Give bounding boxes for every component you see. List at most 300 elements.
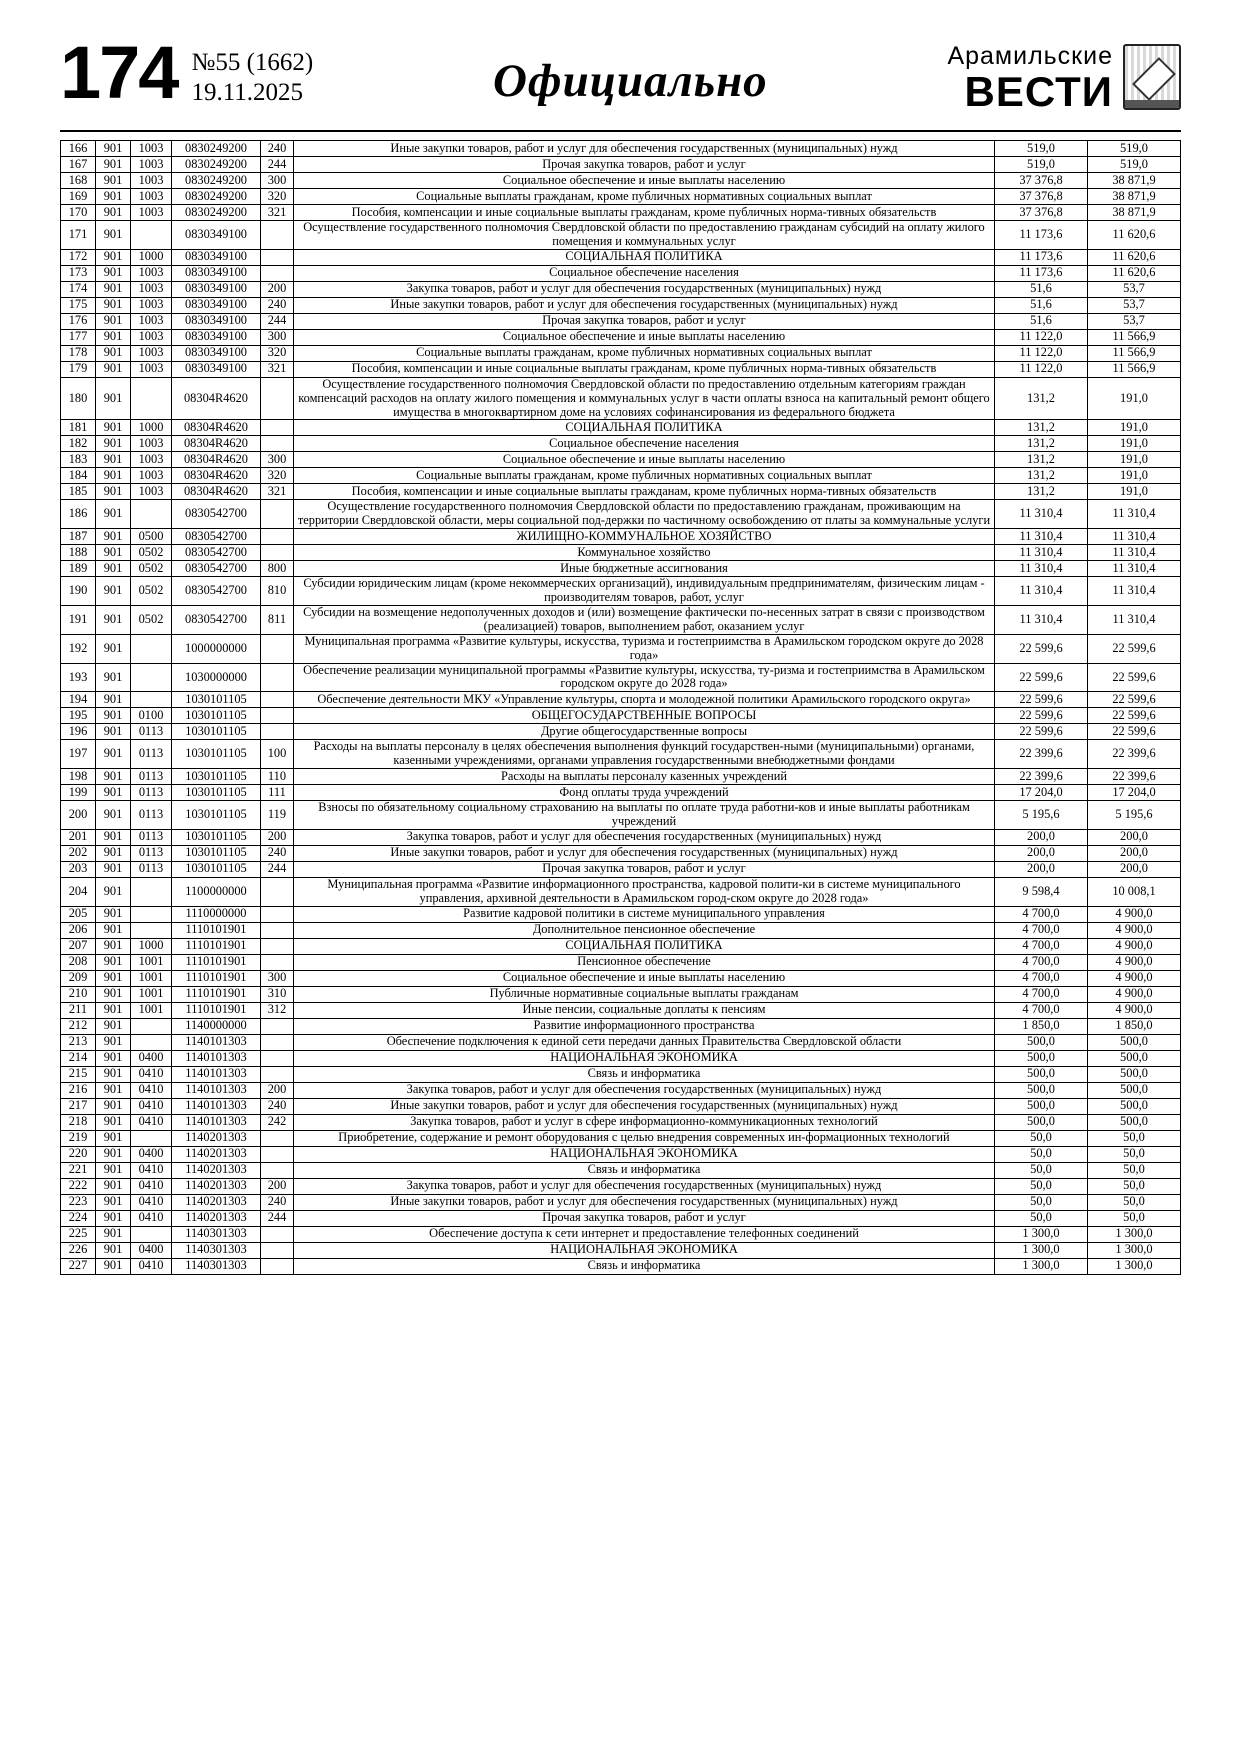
cell-name: Приобретение, содержание и ремонт оборудования с целью внедрения современных ин-формационных технологий xyxy=(294,1130,995,1146)
cell-vid-rashodov: 119 xyxy=(261,801,294,830)
table-row xyxy=(61,361,1181,377)
row-index: 214 xyxy=(61,1050,96,1066)
cell-vedomstvo: 901 xyxy=(96,265,131,281)
cell-vedomstvo: 901 xyxy=(96,173,131,189)
cell-name: Социальное обеспечение населения xyxy=(294,265,995,281)
table-row xyxy=(61,861,1181,877)
table-row xyxy=(61,436,1181,452)
cell-name: Пособия, компенсации и иные социальные выплаты гражданам, кроме публичных норма-тивных обязательств xyxy=(294,205,995,221)
cell-sum-2: 500,0 xyxy=(1088,1098,1181,1114)
cell-vid-rashodov xyxy=(261,938,294,954)
cell-sum-1: 22 599,6 xyxy=(995,663,1088,692)
row-index: 166 xyxy=(61,141,96,157)
row-index: 212 xyxy=(61,1018,96,1034)
cell-vedomstvo: 901 xyxy=(96,297,131,313)
cell-vedomstvo: 901 xyxy=(96,906,131,922)
cell-name: Субсидии юридическим лицам (кроме некоммерческих организаций), индивидуальным предпринимателям, физическим лицам - производителям товаров, работ, услуг xyxy=(294,577,995,606)
cell-sum-2: 11 310,4 xyxy=(1088,500,1181,529)
cell-razdel: 0410 xyxy=(131,1098,172,1114)
cell-sum-2: 200,0 xyxy=(1088,829,1181,845)
cell-vedomstvo: 901 xyxy=(96,724,131,740)
cell-sum-1: 9 598,4 xyxy=(995,877,1088,906)
cell-sum-1: 200,0 xyxy=(995,829,1088,845)
row-index: 185 xyxy=(61,484,96,500)
table-row xyxy=(61,484,1181,500)
cell-vid-rashodov xyxy=(261,1034,294,1050)
cell-razdel: 0113 xyxy=(131,769,172,785)
row-index: 178 xyxy=(61,345,96,361)
table-row xyxy=(61,173,1181,189)
cell-sum-1: 4 700,0 xyxy=(995,1002,1088,1018)
cell-name: Закупка товаров, работ и услуг для обеспечения государственных (муниципальных) нужд xyxy=(294,829,995,845)
cell-vedomstvo: 901 xyxy=(96,845,131,861)
row-index: 190 xyxy=(61,577,96,606)
cell-vid-rashodov: 200 xyxy=(261,829,294,845)
cell-vid-rashodov: 110 xyxy=(261,769,294,785)
table-row xyxy=(61,708,1181,724)
cell-razdel: 0113 xyxy=(131,829,172,845)
cell-razdel: 1001 xyxy=(131,970,172,986)
cell-vedomstvo: 901 xyxy=(96,970,131,986)
cell-vid-rashodov: 244 xyxy=(261,157,294,173)
cell-vid-rashodov xyxy=(261,692,294,708)
cell-celevaya-statya: 1030101105 xyxy=(172,861,261,877)
cell-sum-2: 500,0 xyxy=(1088,1050,1181,1066)
cell-sum-1: 1 300,0 xyxy=(995,1242,1088,1258)
cell-name: Социальное обеспечение и иные выплаты населению xyxy=(294,173,995,189)
cell-sum-2: 22 599,6 xyxy=(1088,724,1181,740)
coat-of-arms-icon xyxy=(1123,44,1181,110)
cell-sum-1: 519,0 xyxy=(995,141,1088,157)
cell-vid-rashodov: 320 xyxy=(261,468,294,484)
cell-celevaya-statya: 1140101303 xyxy=(172,1034,261,1050)
cell-sum-2: 500,0 xyxy=(1088,1034,1181,1050)
cell-sum-1: 4 700,0 xyxy=(995,906,1088,922)
row-index: 173 xyxy=(61,265,96,281)
cell-sum-1: 500,0 xyxy=(995,1098,1088,1114)
cell-vid-rashodov xyxy=(261,221,294,250)
row-index: 225 xyxy=(61,1226,96,1242)
cell-sum-1: 11 310,4 xyxy=(995,561,1088,577)
table-row xyxy=(61,1066,1181,1082)
cell-vedomstvo: 901 xyxy=(96,1034,131,1050)
cell-razdel: 1003 xyxy=(131,157,172,173)
cell-razdel: 0410 xyxy=(131,1210,172,1226)
cell-name: СОЦИАЛЬНАЯ ПОЛИТИКА xyxy=(294,938,995,954)
cell-vid-rashodov: 244 xyxy=(261,1210,294,1226)
row-index: 180 xyxy=(61,377,96,420)
cell-sum-1: 200,0 xyxy=(995,861,1088,877)
cell-celevaya-statya: 0830542700 xyxy=(172,606,261,635)
row-index: 189 xyxy=(61,561,96,577)
cell-sum-2: 50,0 xyxy=(1088,1194,1181,1210)
cell-vid-rashodov xyxy=(261,500,294,529)
cell-sum-2: 17 204,0 xyxy=(1088,785,1181,801)
cell-razdel: 0113 xyxy=(131,785,172,801)
masthead xyxy=(60,31,1181,124)
cell-name: НАЦИОНАЛЬНАЯ ЭКОНОМИКА xyxy=(294,1050,995,1066)
cell-razdel xyxy=(131,634,172,663)
cell-name: Социальное обеспечение населения xyxy=(294,436,995,452)
cell-name: Осуществление государственного полномочия Свердловской области по предоставлению отдельным категориям граждан компенсаций расходов на оплату жилого помещения и коммунальных услуг в части оплаты взноса на капитальный ремонт общего имущества в многоквартирном доме на условиях софинансирования из федерального бюджета xyxy=(294,377,995,420)
row-index: 182 xyxy=(61,436,96,452)
table-row xyxy=(61,606,1181,635)
cell-razdel: 1001 xyxy=(131,1002,172,1018)
cell-razdel xyxy=(131,1018,172,1034)
cell-name: Обеспечение доступа к сети интернет и предоставление телефонных соединений xyxy=(294,1226,995,1242)
cell-sum-2: 519,0 xyxy=(1088,141,1181,157)
cell-vedomstvo: 901 xyxy=(96,1130,131,1146)
table-row xyxy=(61,785,1181,801)
cell-name: Прочая закупка товаров, работ и услуг xyxy=(294,861,995,877)
cell-celevaya-statya: 1030101105 xyxy=(172,708,261,724)
cell-name: СОЦИАЛЬНАЯ ПОЛИТИКА xyxy=(294,249,995,265)
cell-sum-2: 4 900,0 xyxy=(1088,970,1181,986)
cell-vedomstvo: 901 xyxy=(96,436,131,452)
row-index: 191 xyxy=(61,606,96,635)
cell-vid-rashodov: 244 xyxy=(261,313,294,329)
cell-celevaya-statya: 0830349100 xyxy=(172,297,261,313)
cell-vedomstvo: 901 xyxy=(96,740,131,769)
cell-vedomstvo: 901 xyxy=(96,157,131,173)
cell-sum-1: 500,0 xyxy=(995,1114,1088,1130)
cell-sum-1: 1 850,0 xyxy=(995,1018,1088,1034)
cell-sum-2: 11 620,6 xyxy=(1088,221,1181,250)
cell-vid-rashodov: 320 xyxy=(261,345,294,361)
row-index: 176 xyxy=(61,313,96,329)
cell-razdel: 1001 xyxy=(131,986,172,1002)
cell-vedomstvo: 901 xyxy=(96,561,131,577)
cell-sum-2: 11 310,4 xyxy=(1088,577,1181,606)
cell-sum-2: 191,0 xyxy=(1088,420,1181,436)
cell-name: Закупка товаров, работ и услуг в сфере информационно-коммуникационных технологий xyxy=(294,1114,995,1130)
cell-vedomstvo: 901 xyxy=(96,1258,131,1274)
cell-razdel: 1003 xyxy=(131,452,172,468)
table-row xyxy=(61,740,1181,769)
cell-sum-1: 50,0 xyxy=(995,1210,1088,1226)
row-index: 199 xyxy=(61,785,96,801)
row-index: 205 xyxy=(61,906,96,922)
cell-sum-2: 50,0 xyxy=(1088,1178,1181,1194)
cell-sum-1: 11 310,4 xyxy=(995,500,1088,529)
cell-celevaya-statya: 0830349100 xyxy=(172,221,261,250)
cell-celevaya-statya: 1030101105 xyxy=(172,801,261,830)
cell-celevaya-statya: 0830349100 xyxy=(172,329,261,345)
cell-vid-rashodov: 321 xyxy=(261,205,294,221)
row-index: 193 xyxy=(61,663,96,692)
row-index: 227 xyxy=(61,1258,96,1274)
cell-razdel xyxy=(131,1226,172,1242)
cell-vedomstvo: 901 xyxy=(96,692,131,708)
cell-vid-rashodov xyxy=(261,377,294,420)
cell-sum-2: 500,0 xyxy=(1088,1066,1181,1082)
cell-name: Закупка товаров, работ и услуг для обеспечения государственных (муниципальных) нужд xyxy=(294,1082,995,1098)
cell-sum-1: 4 700,0 xyxy=(995,986,1088,1002)
cell-sum-2: 22 399,6 xyxy=(1088,740,1181,769)
budget-table xyxy=(60,140,1181,1275)
cell-name: Закупка товаров, работ и услуг для обеспечения государственных (муниципальных) нужд xyxy=(294,281,995,297)
cell-name: Осуществление государственного полномочия Свердловской области по предоставлению гражданам субсидий на оплату жилого помещения и коммунальных услуг xyxy=(294,221,995,250)
cell-name: Пособия, компенсации и иные социальные выплаты гражданам, кроме публичных норма-тивных обязательств xyxy=(294,361,995,377)
cell-celevaya-statya: 08304R4620 xyxy=(172,484,261,500)
cell-sum-1: 4 700,0 xyxy=(995,970,1088,986)
row-index: 174 xyxy=(61,281,96,297)
cell-name: Обеспечение реализации муниципальной программы «Развитие культуры, искусства, ту-ризма и гостеприимства в Арамильском городском округе до 2028 года» xyxy=(294,663,995,692)
cell-vid-rashodov xyxy=(261,922,294,938)
cell-vedomstvo: 901 xyxy=(96,1178,131,1194)
cell-celevaya-statya: 1030101105 xyxy=(172,692,261,708)
cell-celevaya-statya: 1000000000 xyxy=(172,634,261,663)
row-index: 201 xyxy=(61,829,96,845)
cell-vedomstvo: 901 xyxy=(96,545,131,561)
row-index: 192 xyxy=(61,634,96,663)
cell-razdel: 1000 xyxy=(131,249,172,265)
cell-name: Пособия, компенсации и иные социальные выплаты гражданам, кроме публичных норма-тивных обязательств xyxy=(294,484,995,500)
table-row xyxy=(61,801,1181,830)
table-row xyxy=(61,1194,1181,1210)
cell-sum-2: 11 620,6 xyxy=(1088,249,1181,265)
row-index: 218 xyxy=(61,1114,96,1130)
cell-sum-1: 131,2 xyxy=(995,468,1088,484)
row-index: 224 xyxy=(61,1210,96,1226)
table-row xyxy=(61,529,1181,545)
cell-celevaya-statya: 1110000000 xyxy=(172,906,261,922)
table-row xyxy=(61,986,1181,1002)
cell-vedomstvo: 901 xyxy=(96,1194,131,1210)
cell-sum-1: 22 599,6 xyxy=(995,634,1088,663)
cell-vedomstvo: 901 xyxy=(96,938,131,954)
cell-sum-2: 50,0 xyxy=(1088,1162,1181,1178)
cell-vid-rashodov: 300 xyxy=(261,173,294,189)
cell-vedomstvo: 901 xyxy=(96,877,131,906)
cell-vid-rashodov xyxy=(261,906,294,922)
cell-sum-1: 22 599,6 xyxy=(995,724,1088,740)
table-row xyxy=(61,205,1181,221)
budget-table-body xyxy=(61,141,1181,1275)
cell-razdel xyxy=(131,663,172,692)
cell-razdel xyxy=(131,1034,172,1050)
cell-name: НАЦИОНАЛЬНАЯ ЭКОНОМИКА xyxy=(294,1146,995,1162)
row-index: 181 xyxy=(61,420,96,436)
cell-vid-rashodov xyxy=(261,1258,294,1274)
table-row xyxy=(61,954,1181,970)
cell-vid-rashodov xyxy=(261,1242,294,1258)
cell-razdel: 1001 xyxy=(131,954,172,970)
table-row xyxy=(61,1034,1181,1050)
table-row xyxy=(61,420,1181,436)
cell-name: Развитие информационного пространства xyxy=(294,1018,995,1034)
row-index: 209 xyxy=(61,970,96,986)
cell-name: Социальное обеспечение и иные выплаты населению xyxy=(294,970,995,986)
cell-name: Социальные выплаты гражданам, кроме публичных нормативных социальных выплат xyxy=(294,468,995,484)
cell-sum-2: 10 008,1 xyxy=(1088,877,1181,906)
cell-vid-rashodov: 111 xyxy=(261,785,294,801)
issue-date: 19.11.2025 xyxy=(191,79,304,106)
table-row xyxy=(61,1146,1181,1162)
cell-celevaya-statya: 1110101901 xyxy=(172,986,261,1002)
cell-razdel xyxy=(131,692,172,708)
cell-celevaya-statya: 08304R4620 xyxy=(172,468,261,484)
cell-vedomstvo: 901 xyxy=(96,313,131,329)
cell-razdel xyxy=(131,1130,172,1146)
cell-vid-rashodov: 300 xyxy=(261,452,294,468)
cell-celevaya-statya: 0830349100 xyxy=(172,281,261,297)
cell-vid-rashodov: 811 xyxy=(261,606,294,635)
cell-sum-1: 500,0 xyxy=(995,1050,1088,1066)
cell-celevaya-statya: 1140201303 xyxy=(172,1194,261,1210)
cell-celevaya-statya: 1030101105 xyxy=(172,785,261,801)
cell-sum-2: 53,7 xyxy=(1088,281,1181,297)
cell-celevaya-statya: 1140201303 xyxy=(172,1146,261,1162)
cell-celevaya-statya: 0830249200 xyxy=(172,205,261,221)
cell-vid-rashodov xyxy=(261,1226,294,1242)
table-row xyxy=(61,189,1181,205)
cell-celevaya-statya: 1110101901 xyxy=(172,1002,261,1018)
row-index: 222 xyxy=(61,1178,96,1194)
cell-vedomstvo: 901 xyxy=(96,1050,131,1066)
cell-vedomstvo: 901 xyxy=(96,1098,131,1114)
cell-sum-2: 11 310,4 xyxy=(1088,561,1181,577)
cell-name: Иные бюджетные ассигнования xyxy=(294,561,995,577)
table-row xyxy=(61,906,1181,922)
table-row xyxy=(61,1210,1181,1226)
cell-vedomstvo: 901 xyxy=(96,986,131,1002)
row-index: 177 xyxy=(61,329,96,345)
cell-celevaya-statya: 0830542700 xyxy=(172,529,261,545)
cell-sum-2: 11 566,9 xyxy=(1088,329,1181,345)
table-row xyxy=(61,692,1181,708)
cell-vedomstvo: 901 xyxy=(96,141,131,157)
cell-vedomstvo: 901 xyxy=(96,329,131,345)
table-row xyxy=(61,157,1181,173)
table-row xyxy=(61,1082,1181,1098)
cell-vedomstvo: 901 xyxy=(96,1226,131,1242)
cell-razdel: 1003 xyxy=(131,361,172,377)
cell-vid-rashodov xyxy=(261,436,294,452)
row-index: 206 xyxy=(61,922,96,938)
cell-vedomstvo: 901 xyxy=(96,249,131,265)
cell-sum-1: 5 195,6 xyxy=(995,801,1088,830)
cell-celevaya-statya: 1140101303 xyxy=(172,1114,261,1130)
cell-name: Прочая закупка товаров, работ и услуг xyxy=(294,313,995,329)
cell-vid-rashodov: 200 xyxy=(261,281,294,297)
cell-vid-rashodov xyxy=(261,724,294,740)
cell-name: Иные пенсии, социальные доплаты к пенсиям xyxy=(294,1002,995,1018)
row-index: 211 xyxy=(61,1002,96,1018)
cell-vid-rashodov xyxy=(261,954,294,970)
cell-sum-1: 131,2 xyxy=(995,484,1088,500)
cell-razdel: 0113 xyxy=(131,845,172,861)
cell-sum-2: 191,0 xyxy=(1088,452,1181,468)
cell-sum-1: 200,0 xyxy=(995,845,1088,861)
cell-name: Дополнительное пенсионное обеспечение xyxy=(294,922,995,938)
cell-vedomstvo: 901 xyxy=(96,500,131,529)
cell-sum-2: 50,0 xyxy=(1088,1146,1181,1162)
cell-vid-rashodov xyxy=(261,1130,294,1146)
cell-sum-1: 51,6 xyxy=(995,313,1088,329)
cell-razdel: 1000 xyxy=(131,938,172,954)
header-divider xyxy=(60,130,1181,132)
cell-sum-1: 11 310,4 xyxy=(995,529,1088,545)
cell-celevaya-statya: 1030101105 xyxy=(172,740,261,769)
cell-razdel: 1003 xyxy=(131,297,172,313)
cell-razdel xyxy=(131,377,172,420)
cell-sum-2: 191,0 xyxy=(1088,436,1181,452)
brand-line-2: ВЕСТИ xyxy=(964,68,1113,115)
table-row xyxy=(61,221,1181,250)
table-row xyxy=(61,877,1181,906)
cell-sum-1: 37 376,8 xyxy=(995,205,1088,221)
table-row xyxy=(61,634,1181,663)
cell-vid-rashodov: 200 xyxy=(261,1178,294,1194)
row-index: 221 xyxy=(61,1162,96,1178)
table-row xyxy=(61,724,1181,740)
row-index: 167 xyxy=(61,157,96,173)
cell-vid-rashodov: 300 xyxy=(261,329,294,345)
row-index: 204 xyxy=(61,877,96,906)
cell-name: Субсидии на возмещение недополученных доходов и (или) возмещение фактически по-несенных затрат в связи с производством (реализацией) товаров, выполнением работ, оказанием услуг xyxy=(294,606,995,635)
cell-vid-rashodov xyxy=(261,1066,294,1082)
cell-razdel: 0400 xyxy=(131,1242,172,1258)
cell-vedomstvo: 901 xyxy=(96,1002,131,1018)
cell-razdel: 0502 xyxy=(131,606,172,635)
cell-sum-1: 11 173,6 xyxy=(995,249,1088,265)
cell-sum-1: 1 300,0 xyxy=(995,1258,1088,1274)
cell-celevaya-statya: 0830249200 xyxy=(172,189,261,205)
cell-razdel: 1003 xyxy=(131,205,172,221)
cell-sum-1: 22 599,6 xyxy=(995,692,1088,708)
cell-vid-rashodov xyxy=(261,708,294,724)
cell-sum-2: 11 566,9 xyxy=(1088,345,1181,361)
cell-vedomstvo: 901 xyxy=(96,606,131,635)
cell-sum-1: 51,6 xyxy=(995,281,1088,297)
cell-vedomstvo: 901 xyxy=(96,801,131,830)
cell-celevaya-statya: 08304R4620 xyxy=(172,377,261,420)
cell-name: Другие общегосударственные вопросы xyxy=(294,724,995,740)
cell-vedomstvo: 901 xyxy=(96,281,131,297)
cell-sum-2: 11 310,4 xyxy=(1088,606,1181,635)
cell-vid-rashodov: 200 xyxy=(261,1082,294,1098)
cell-vid-rashodov xyxy=(261,877,294,906)
cell-celevaya-statya: 08304R4620 xyxy=(172,436,261,452)
table-row xyxy=(61,577,1181,606)
cell-name: Иные закупки товаров, работ и услуг для обеспечения государственных (муниципальных) нужд xyxy=(294,845,995,861)
table-row xyxy=(61,663,1181,692)
cell-vid-rashodov: 244 xyxy=(261,861,294,877)
cell-vid-rashodov: 300 xyxy=(261,970,294,986)
table-row xyxy=(61,845,1181,861)
cell-name: Расходы на выплаты персоналу в целях обеспечения выполнения функций государствен-ными (муниципальными) органами, казенными учреждениями, органами управления государственными внебюджетными фондами xyxy=(294,740,995,769)
cell-sum-2: 11 310,4 xyxy=(1088,545,1181,561)
cell-name: Связь и информатика xyxy=(294,1066,995,1082)
table-row xyxy=(61,141,1181,157)
cell-name: Обеспечение деятельности МКУ «Управление культуры, спорта и молодежной политики Арамильского городского округа» xyxy=(294,692,995,708)
cell-vid-rashodov: 240 xyxy=(261,845,294,861)
cell-sum-1: 131,2 xyxy=(995,420,1088,436)
cell-celevaya-statya: 0830542700 xyxy=(172,545,261,561)
row-index: 226 xyxy=(61,1242,96,1258)
cell-sum-1: 37 376,8 xyxy=(995,189,1088,205)
row-index: 183 xyxy=(61,452,96,468)
cell-sum-2: 200,0 xyxy=(1088,845,1181,861)
cell-name: Социальное обеспечение и иные выплаты населению xyxy=(294,329,995,345)
cell-sum-1: 22 399,6 xyxy=(995,769,1088,785)
cell-name: Социальные выплаты гражданам, кроме публичных нормативных социальных выплат xyxy=(294,189,995,205)
cell-celevaya-statya: 1140101303 xyxy=(172,1066,261,1082)
masthead-center xyxy=(313,38,947,108)
cell-name: Публичные нормативные социальные выплаты гражданам xyxy=(294,986,995,1002)
masthead-right xyxy=(947,38,1181,113)
